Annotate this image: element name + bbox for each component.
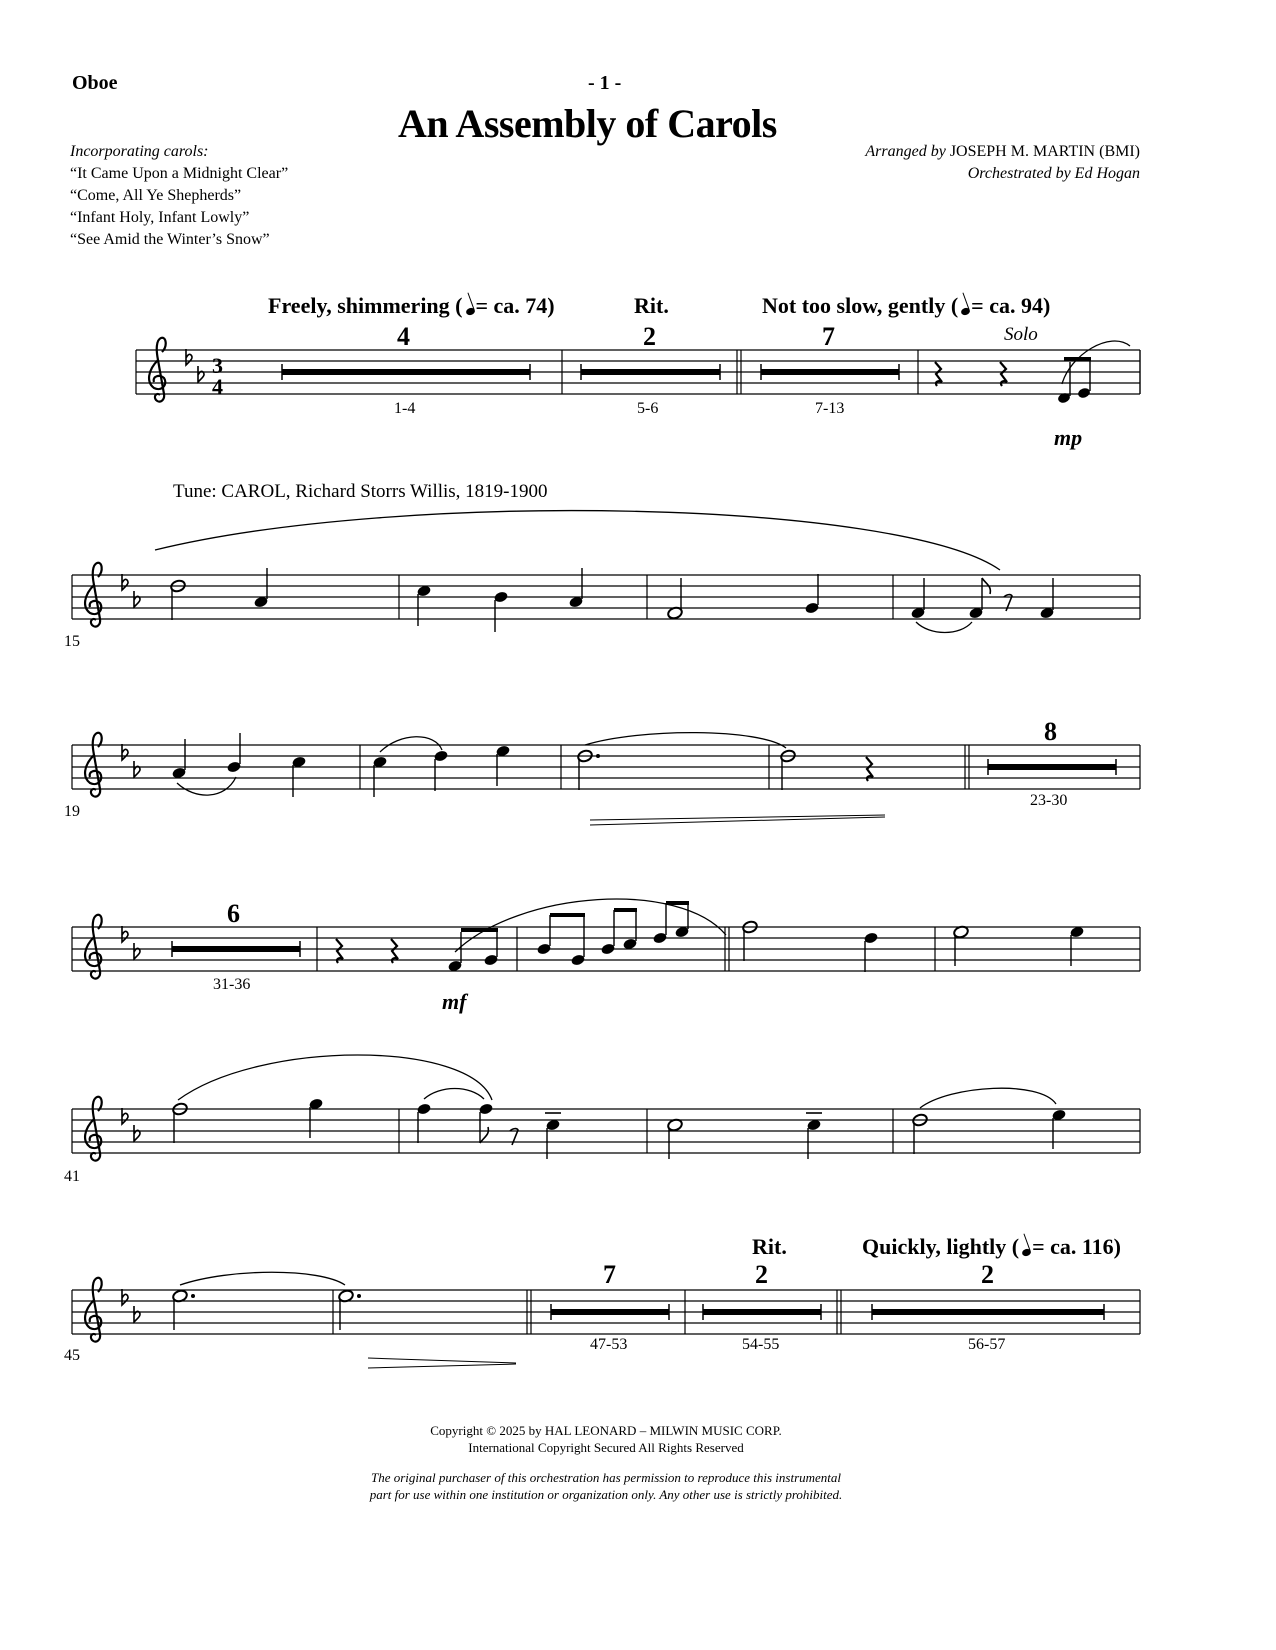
- multirest-count: 7: [822, 322, 835, 351]
- treble-clef-icon: [85, 563, 102, 627]
- rit-mark: Rit.: [634, 293, 669, 318]
- time-sig-top: 3: [212, 353, 223, 378]
- treble-clef-icon: [85, 915, 102, 979]
- usage-notice: The original purchaser of this orchestration has permission to reproduce this instrumental: [370, 1470, 842, 1485]
- flat-icon: [134, 943, 140, 959]
- treble-clef-icon: [85, 1097, 102, 1161]
- tempo-text: Freely, shimmering (: [268, 293, 463, 318]
- multirest-count: 4: [397, 322, 410, 351]
- treble-clef-icon: [85, 733, 102, 797]
- flat-icon: [122, 1108, 128, 1124]
- multirest-range: 23-30: [1030, 792, 1068, 809]
- flat-icon: [198, 366, 204, 382]
- dynamic-mf: mf: [442, 989, 467, 1014]
- multirest-bar: [872, 1309, 1104, 1315]
- solo-mark: Solo: [1004, 324, 1038, 345]
- carol-item: “Come, All Ye Shepherds”: [70, 187, 242, 204]
- multirest-bar: [551, 1309, 669, 1315]
- multirest-count: 8: [1044, 717, 1057, 746]
- footer: [0, 1422, 1212, 1503]
- tune-credit: Tune: CAROL, Richard Storrs Willis, 1819-1900: [173, 481, 548, 502]
- measure-number: 15: [64, 633, 80, 650]
- multirest-range: 5-6: [637, 400, 659, 417]
- rit-mark: Rit.: [752, 1234, 787, 1259]
- multirest-count: 2: [755, 1260, 768, 1289]
- staff-row-5: [72, 1055, 1140, 1161]
- flat-icon: [134, 1306, 140, 1322]
- flat-icon: [134, 761, 140, 777]
- tempo-text: Quickly, lightly (: [862, 1234, 1020, 1259]
- tempo-text: Not too slow, gently (: [762, 293, 959, 318]
- incorporating-label: Incorporating carols:: [70, 143, 209, 160]
- multirest-range: 31-36: [213, 976, 251, 993]
- instrument-name: Oboe: [72, 72, 118, 94]
- time-sig-bottom: 4: [212, 374, 223, 399]
- measure-number: 41: [64, 1168, 80, 1185]
- usage-notice: part for use within one institution or organization only. Any other use is strictly prohibited.: [369, 1487, 843, 1502]
- multirest-bar: [581, 369, 720, 375]
- tempo-bpm: = ca. 116): [1032, 1234, 1122, 1259]
- measure-number: 45: [64, 1347, 80, 1364]
- flat-icon: [122, 1289, 128, 1305]
- flat-icon: [122, 574, 128, 590]
- flat-icon: [122, 926, 128, 942]
- flat-icon: [186, 349, 192, 365]
- multirest-bar: [703, 1309, 821, 1315]
- decrescendo-hairpin: [368, 1358, 516, 1363]
- tempo-bpm: = ca. 94): [971, 293, 1051, 318]
- staff-row-2: [72, 511, 1140, 633]
- staff-row-4: [72, 899, 1140, 979]
- treble-clef-icon: [85, 1278, 102, 1342]
- multirest-bar: [282, 369, 530, 375]
- page-number: - 1 -: [588, 72, 622, 94]
- arranger-name: JOSEPH M. MARTIN (BMI): [949, 143, 1140, 160]
- multirest-range: 7-13: [815, 400, 845, 417]
- orchestrator: Orchestrated by Ed Hogan: [967, 165, 1140, 182]
- carol-item: “Infant Holy, Infant Lowly”: [70, 209, 250, 226]
- flat-icon: [122, 744, 128, 760]
- multirest-bar: [761, 369, 899, 375]
- copyright-line: Copyright © 2025 by HAL LEONARD – MILWIN MUSIC CORP.: [430, 1423, 782, 1438]
- page-title: An Assembly of Carols: [398, 101, 777, 146]
- carol-item: “It Came Upon a Midnight Clear”: [70, 165, 289, 182]
- flat-icon: [134, 1125, 140, 1141]
- staff-row-3: [72, 733, 1140, 825]
- multirest-range: 47-53: [590, 1336, 628, 1353]
- staff-row-1: [136, 338, 1140, 405]
- multirest-count: 2: [643, 322, 656, 351]
- multirest-bar: [988, 764, 1116, 770]
- decrescendo-hairpin: [590, 815, 885, 820]
- staff-row-6: [72, 1272, 1140, 1368]
- carol-item: “See Amid the Winter’s Snow”: [70, 231, 270, 248]
- rights-line: International Copyright Secured All Rights Reserved: [468, 1440, 744, 1455]
- dynamic-mp: mp: [1054, 425, 1083, 450]
- multirest-count: 2: [981, 1260, 994, 1289]
- multirest-range: 1-4: [394, 400, 416, 417]
- treble-clef-icon: [149, 338, 166, 402]
- multirest-range: 54-55: [742, 1336, 780, 1353]
- multirest-count: 7: [603, 1260, 616, 1289]
- measure-number: 19: [64, 803, 80, 820]
- tempo-bpm: = ca. 74): [475, 293, 555, 318]
- multirest-bar: [172, 946, 300, 952]
- multirest-count: 6: [227, 899, 240, 928]
- arranged-prefix: Arranged by: [865, 143, 946, 160]
- multirest-range: 56-57: [968, 1336, 1006, 1353]
- flat-icon: [134, 591, 140, 607]
